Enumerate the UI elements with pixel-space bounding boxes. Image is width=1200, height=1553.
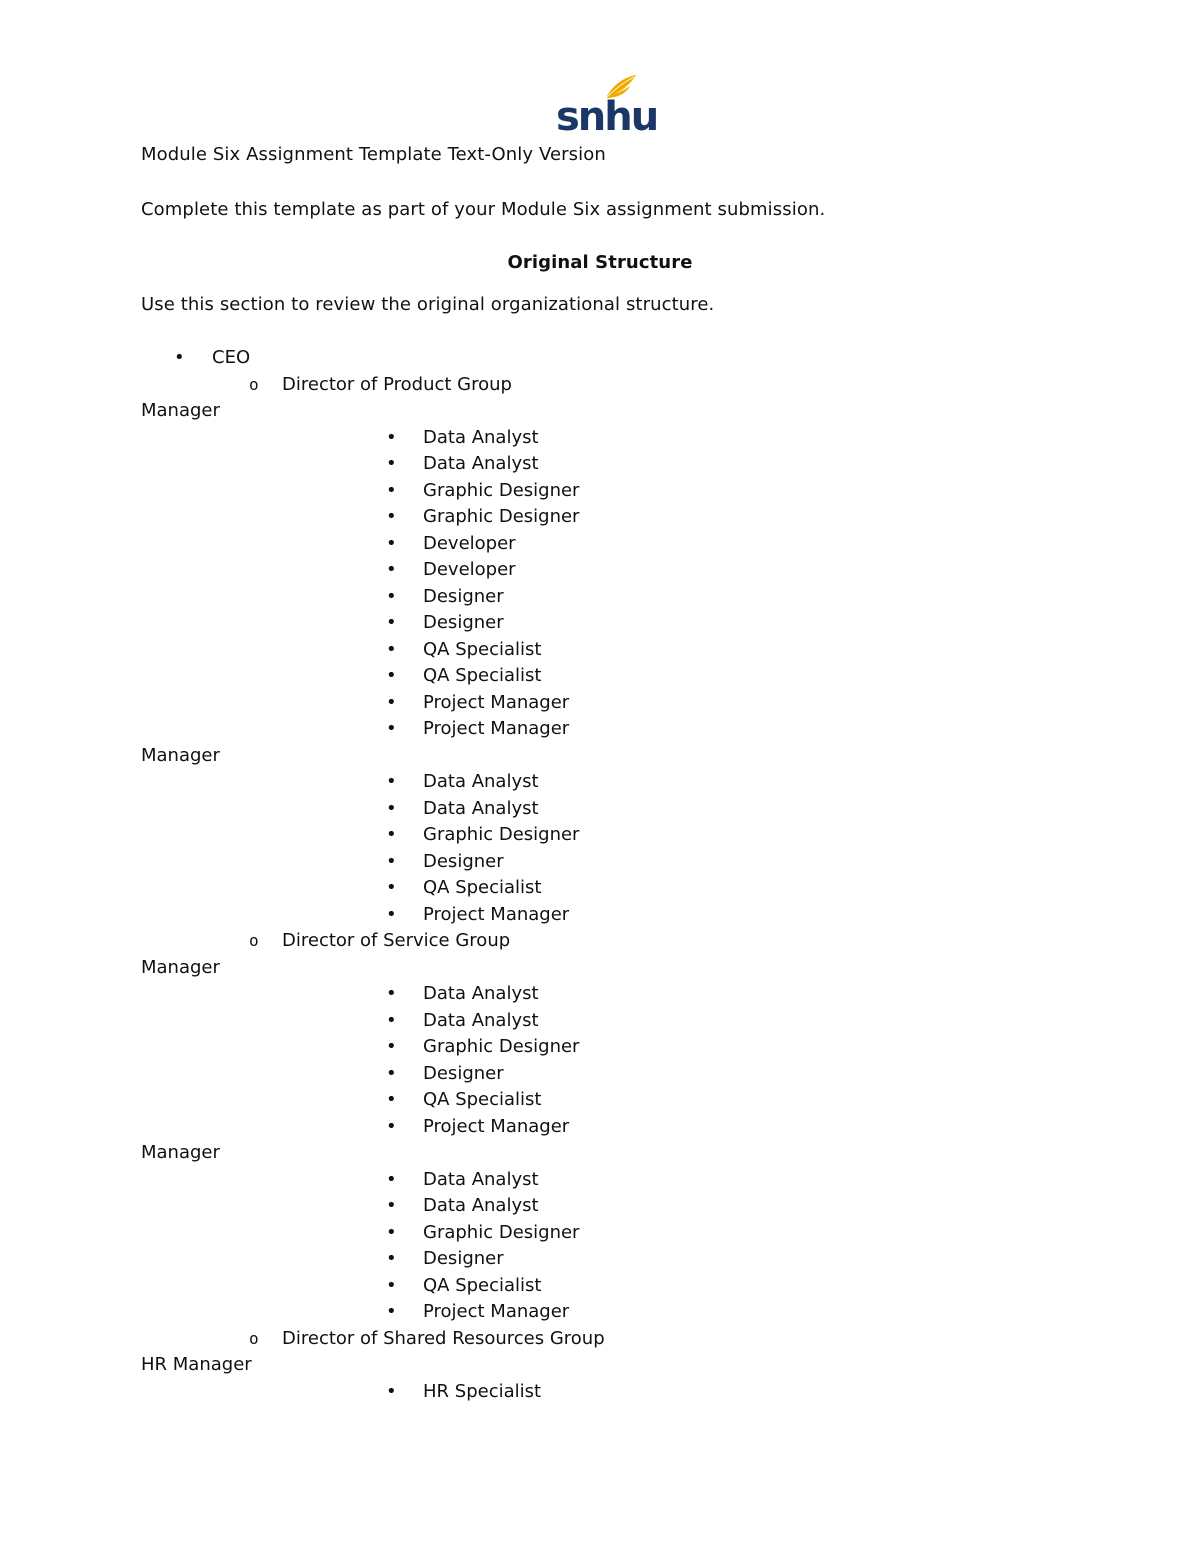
bullet-icon: • <box>386 1380 397 1402</box>
bullet-icon: • <box>174 347 185 368</box>
list-item-label: QA Specialist <box>423 665 542 686</box>
staff-item <box>0 531 1200 558</box>
bullet-icon: • <box>386 903 397 925</box>
staff-item <box>0 716 1200 743</box>
list-item-label: Data Analyst <box>423 983 539 1004</box>
director-item <box>0 372 1200 399</box>
bullet-icon: • <box>386 1221 397 1243</box>
list-item-label: QA Specialist <box>423 877 542 898</box>
bullet-icon: • <box>386 532 397 554</box>
list-item-label: HR Specialist <box>423 1380 542 1402</box>
staff-item <box>0 1220 1200 1247</box>
staff-item <box>0 849 1200 876</box>
bullet-icon: • <box>386 1062 397 1084</box>
list-item-label: Data Analyst <box>423 426 539 448</box>
bullet-icon: • <box>386 877 397 898</box>
list-item-label: Designer <box>423 612 504 633</box>
bullet-icon: • <box>386 1009 397 1031</box>
bullet-icon: • <box>386 983 397 1004</box>
list-item-label: Project Manager <box>423 1115 570 1137</box>
list-item-label: Developer <box>423 532 516 554</box>
staff-item <box>0 425 1200 452</box>
list-item-label: Graphic Designer <box>423 479 580 501</box>
list-item-label: Data Analyst <box>423 771 539 792</box>
bullet-icon: • <box>386 850 397 872</box>
staff-item <box>0 1299 1200 1326</box>
bullet-icon: • <box>386 559 397 580</box>
bullet-icon: • <box>386 612 397 633</box>
list-item-label: Data Analyst <box>423 1195 539 1216</box>
list-item-label: HR Manager <box>141 1354 252 1375</box>
list-item-label: Project Manager <box>423 1301 570 1322</box>
circle-bullet-icon: o <box>249 374 259 394</box>
director-item <box>0 1326 1200 1353</box>
staff-item <box>0 1273 1200 1300</box>
bullet-icon: • <box>386 1089 397 1110</box>
bullet-icon: • <box>386 638 397 660</box>
list-item-label: Manager <box>141 744 220 766</box>
bullet-icon: • <box>386 426 397 448</box>
circle-bullet-icon: o <box>249 1328 259 1348</box>
list-item-label: Data Analyst <box>423 797 539 819</box>
list-item-label: Graphic Designer <box>423 1036 580 1057</box>
circle-bullet-icon: o <box>249 931 259 950</box>
list-item-label: Designer <box>423 1062 504 1084</box>
bullet-icon: • <box>386 691 397 713</box>
list-item-label: Data Analyst <box>423 1168 539 1190</box>
instructions-text: Complete this template as part of your Module Six assignment submission. <box>141 199 826 220</box>
staff-item <box>0 610 1200 637</box>
logo-wordmark: snhu <box>556 94 658 140</box>
bullet-icon: • <box>386 1301 397 1322</box>
list-item-label: Developer <box>423 559 516 580</box>
bullet-icon: • <box>386 585 397 607</box>
bullet-icon: • <box>386 1115 397 1137</box>
staff-item <box>0 451 1200 478</box>
staff-item <box>0 1167 1200 1194</box>
staff-item <box>0 663 1200 690</box>
list-item-label: Director of Service Group <box>282 930 511 951</box>
executive-item <box>0 345 1200 372</box>
bullet-icon: • <box>386 1168 397 1190</box>
staff-item <box>0 981 1200 1008</box>
staff-item <box>0 875 1200 902</box>
manager-item <box>0 1352 1200 1379</box>
staff-item <box>0 557 1200 584</box>
bullet-icon: • <box>386 1274 397 1296</box>
staff-item <box>0 504 1200 531</box>
snhu-logo <box>554 72 658 140</box>
list-item-label: CEO <box>212 347 251 368</box>
list-item-label: Director of Product Group <box>282 373 512 395</box>
manager-item <box>0 743 1200 770</box>
staff-item <box>0 1061 1200 1088</box>
staff-item <box>0 1114 1200 1141</box>
list-item-label: QA Specialist <box>423 1274 542 1296</box>
bullet-icon: • <box>386 1195 397 1216</box>
staff-item <box>0 796 1200 823</box>
bullet-icon: • <box>386 479 397 501</box>
staff-item <box>0 478 1200 505</box>
list-item-label: Graphic Designer <box>423 824 580 845</box>
bullet-icon: • <box>386 718 397 739</box>
staff-item <box>0 1008 1200 1035</box>
staff-item <box>0 637 1200 664</box>
manager-item <box>0 398 1200 425</box>
list-item-label: Director of Shared Resources Group <box>282 1327 605 1349</box>
list-item-label: Project Manager <box>423 903 570 925</box>
list-item-label: QA Specialist <box>423 1089 542 1110</box>
staff-item <box>0 822 1200 849</box>
section-description: Use this section to review the original organizational structure. <box>141 294 715 315</box>
staff-item <box>0 769 1200 796</box>
staff-item <box>0 1379 1200 1406</box>
list-item-label: QA Specialist <box>423 638 542 660</box>
org-chart-list <box>0 345 1200 1405</box>
bullet-icon: • <box>386 453 397 474</box>
bullet-icon: • <box>386 665 397 686</box>
bullet-icon: • <box>386 1248 397 1269</box>
bullet-icon: • <box>386 797 397 819</box>
list-item-label: Manager <box>141 400 220 421</box>
staff-item <box>0 690 1200 717</box>
bullet-icon: • <box>386 771 397 792</box>
bullet-icon: • <box>386 1036 397 1057</box>
list-item-label: Manager <box>141 1142 220 1163</box>
staff-item <box>0 584 1200 611</box>
list-item-label: Project Manager <box>423 691 570 713</box>
manager-item <box>0 1140 1200 1167</box>
section-heading: Original Structure <box>507 252 693 273</box>
list-item-label: Designer <box>423 1248 504 1269</box>
staff-item <box>0 1246 1200 1273</box>
staff-item <box>0 1087 1200 1114</box>
list-item-label: Designer <box>423 585 504 607</box>
list-item-label: Project Manager <box>423 718 570 739</box>
list-item-label: Designer <box>423 850 504 872</box>
director-item <box>0 928 1200 955</box>
staff-item <box>0 1193 1200 1220</box>
manager-item <box>0 955 1200 982</box>
staff-item <box>0 1034 1200 1061</box>
list-item-label: Graphic Designer <box>423 1221 580 1243</box>
list-item-label: Graphic Designer <box>423 506 580 527</box>
list-item-label: Data Analyst <box>423 1009 539 1031</box>
bullet-icon: • <box>386 506 397 527</box>
document-title: Module Six Assignment Template Text-Only Version <box>141 144 606 165</box>
staff-item <box>0 902 1200 929</box>
list-item-label: Data Analyst <box>423 453 539 474</box>
list-item-label: Manager <box>141 956 220 978</box>
bullet-icon: • <box>386 824 397 845</box>
